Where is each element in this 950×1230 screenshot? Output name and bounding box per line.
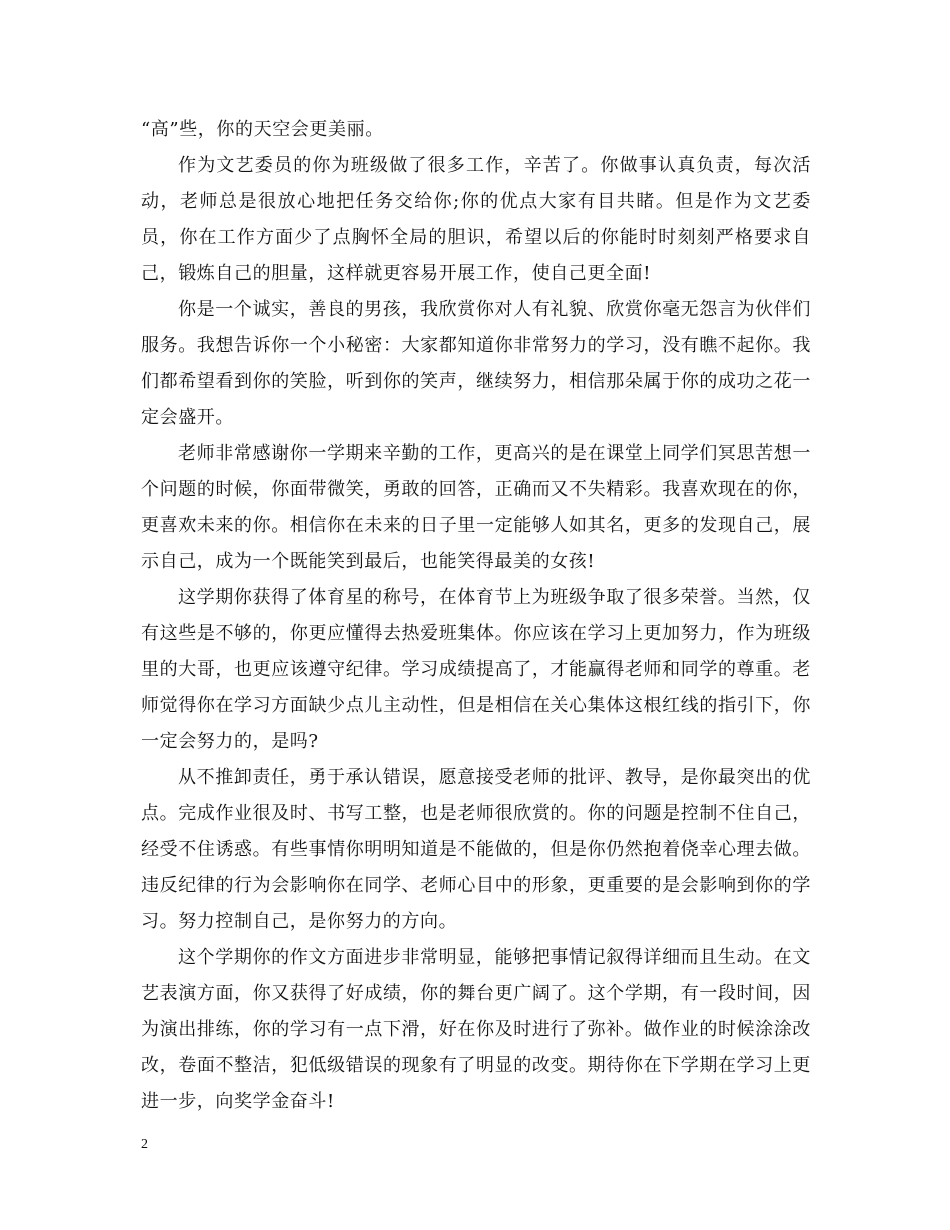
page-number: 2 [141,1137,148,1152]
paragraph-comment-1: 作为文艺委员的你为班级做了很多工作，辛苦了。你做事认真负责，每次活动，老师总是很放心地把任务交给你;你的优点大家有目共睹。但是作为文艺委员，你在工作方面少了点胸怀全局的胆识，希望以后的你能时时刻刻严格要求自己，锻炼自己的胆量，这样就更容易开展工作，使自己更全面! [141,155,811,284]
paragraph-comment-5: 从不推卸责任，勇于承认错误，愿意接受老师的批评、教导，是你最突出的优点。完成作业很及时、书写工整，也是老师很欣赏的。你的问题是控制不住自己，经受不住诱惑。有些事情你明明知道是不能做的，但是你仍然抱着侥幸心理去做。违反纪律的行为会影响你在同学、老师心目中的形象，更重要的是会影响到你的学习。努力控制自己，是你努力的方向。 [141,767,811,932]
paragraph-comment-4: 这学期你获得了体育星的称号，在体育节上为班级争取了很多荣誉。当然，仅有这些是不够的，你更应懂得去热爱班集体。你应该在学习上更加努力，作为班级里的大哥，也更应该遵守纪律。学习成绩提高了，才能赢得老师和同学的尊重。老师觉得你在学习方面缺少点儿主动性，但是相信在关心集体这根红线的指引下，你一定会努力的，是吗? [141,587,811,752]
paragraph-continuation: “高”些，你的天空会更美丽。 [141,119,384,140]
page-body [141,112,811,1120]
paragraph-comment-6: 这个学期你的作文方面进步非常明显，能够把事情记叙得详细而且生动。在文艺表演方面，你又获得了好成绩，你的舞台更广阔了。这个学期，有一段时间，因为演出排练，你的学习有一点下滑，好在你及时进行了弥补。做作业的时候涂涂改改，卷面不整洁，犯低级错误的现象有了明显的改变。期待你在下学期在学习上更进一步，向奖学金奋斗! [141,947,811,1112]
paragraph-comment-2: 你是一个诚实，善良的男孩，我欣赏你对人有礼貌、欣赏你毫无怨言为伙伴们服务。我想告诉你一个小秘密：大家都知道你非常努力的学习，没有瞧不起你。我们都希望看到你的笑脸，听到你的笑声，继续努力，相信那朵属于你的成功之花一定会盛开。 [141,299,811,428]
paragraph-comment-3: 老师非常感谢你一学期来辛勤的工作，更高兴的是在课堂上同学们冥思苦想一个问题的时候，你面带微笑，勇敢的回答，正确而又不失精彩。我喜欢现在的你，更喜欢未来的你。相信你在未来的日子里一定能够人如其名，更多的发现自己，展示自己，成为一个既能笑到最后，也能笑得最美的女孩! [141,443,811,572]
